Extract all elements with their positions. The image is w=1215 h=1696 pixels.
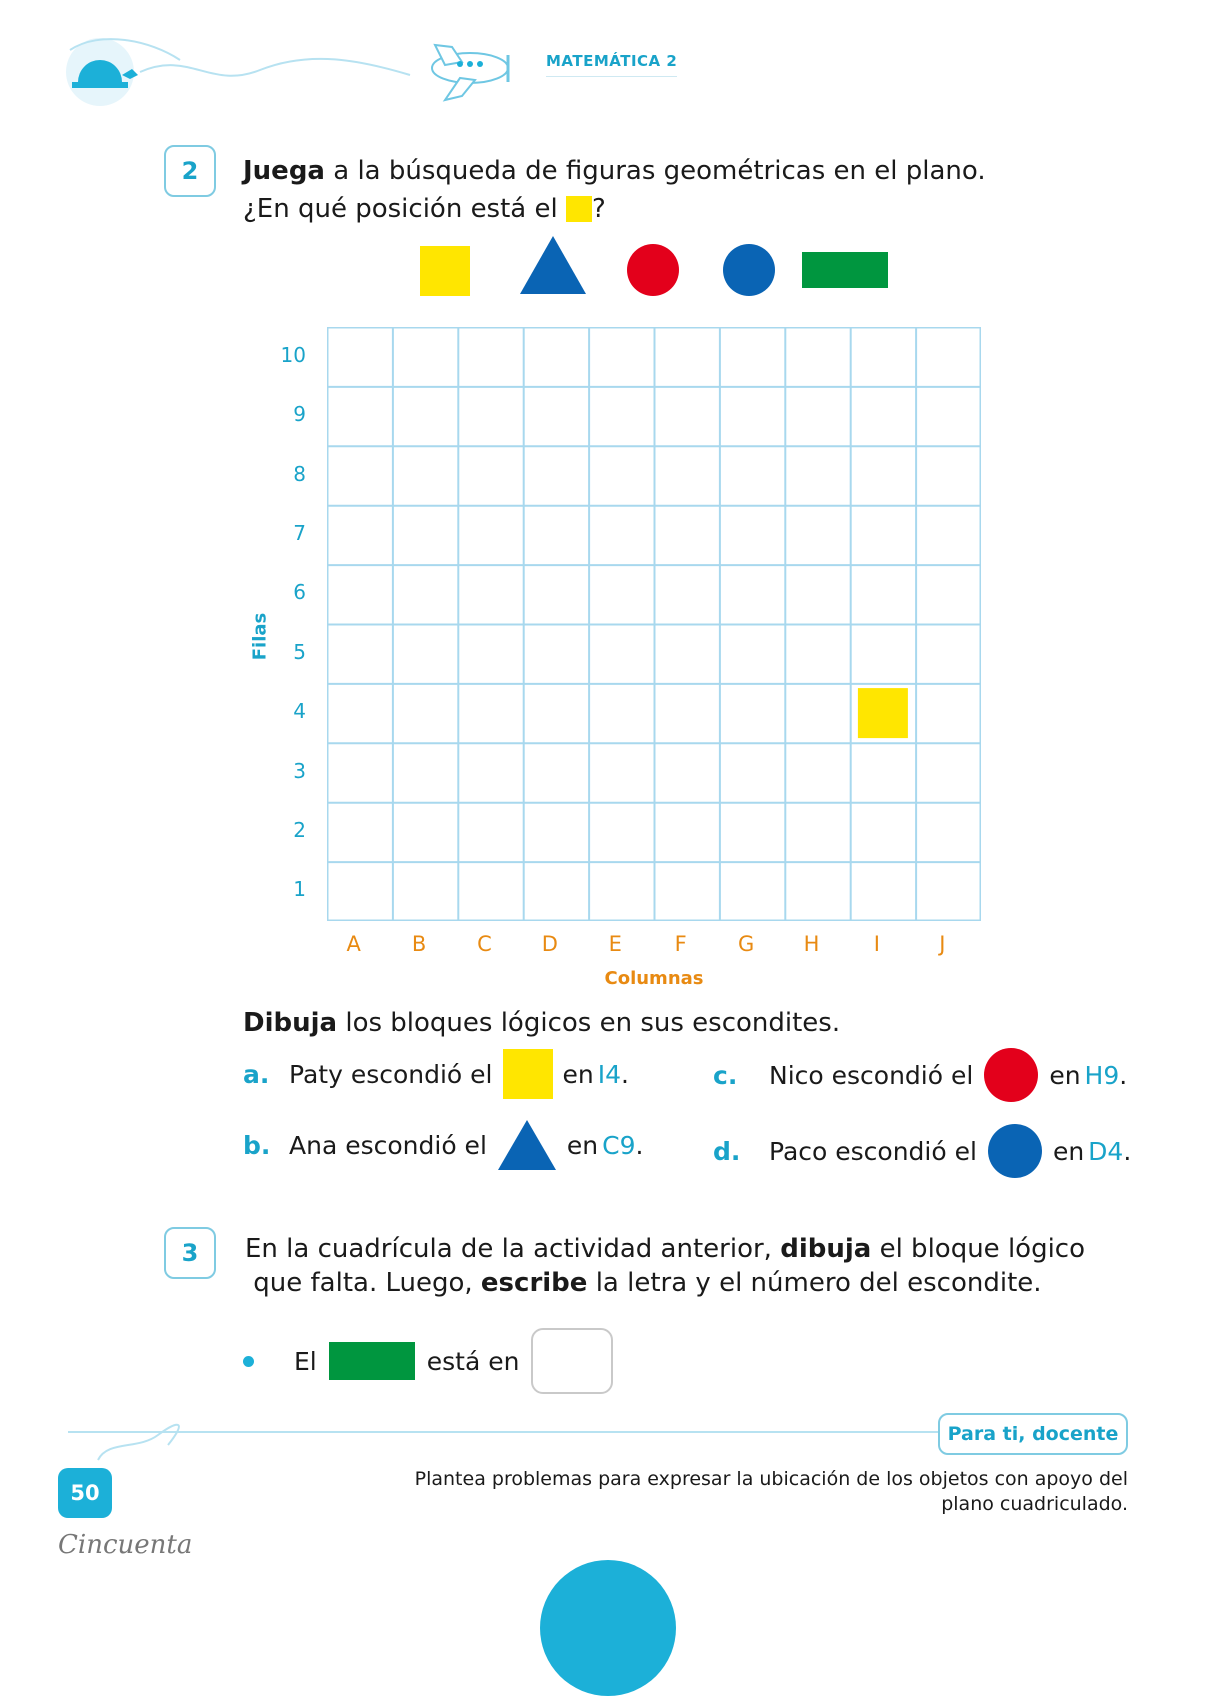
item-d: d. Paco escondió el en D4.	[713, 1123, 1131, 1179]
row-label: 4	[293, 699, 306, 724]
bullet-icon	[243, 1356, 254, 1367]
column-label: A	[346, 932, 361, 956]
teacher-note: Plantea problemas para expresar la ubicación de los objetos con apoyo del plano cuadriculado.	[414, 1468, 1128, 1515]
column-label: E	[608, 932, 622, 956]
column-label: B	[411, 932, 427, 956]
yellow-square-icon	[503, 1049, 553, 1099]
row-label: 5	[293, 639, 306, 664]
green-rectangle-icon	[329, 1342, 415, 1380]
row-label: 2	[293, 817, 306, 842]
answer-box[interactable]	[531, 1328, 613, 1394]
subject-title: MATEMÁTICA 2	[546, 52, 677, 77]
column-label: D	[541, 932, 558, 956]
column-label: H	[803, 932, 820, 956]
row-label: 6	[293, 580, 306, 605]
activity3-instruction: En la cuadrícula de la actividad anterior, dibuja el bloque lógico que falta. Luego, escribe la letra y el número del escondite.	[245, 1234, 1085, 1298]
column-label: G	[737, 932, 755, 956]
page-number: 50	[58, 1468, 112, 1518]
activity3-answer-line: El está en	[243, 1328, 613, 1394]
column-label: I	[873, 932, 880, 956]
red-circle-block	[627, 244, 679, 296]
item-a: a. Paty escondió el en I4.	[243, 1049, 629, 1099]
activity2-instruction: Juega a la búsqueda de figuras geométricas en el plano. ¿En qué posición está el ?	[243, 156, 986, 224]
activity-number-2: 2	[164, 145, 216, 197]
column-label: J	[939, 932, 946, 956]
swirl-line	[140, 59, 410, 76]
yellow-square-block	[420, 246, 470, 296]
airplane-icon	[432, 45, 508, 100]
blue-triangle-block	[520, 236, 586, 294]
draw-section-title: Dibuja los bloques lógicos en sus escondites.	[243, 1008, 841, 1038]
para-ti-docente-label: Para ti, docente	[938, 1413, 1128, 1455]
activity-number-3: 3	[164, 1227, 216, 1279]
row-label: 7	[293, 520, 306, 545]
coordinate-grid	[327, 327, 981, 921]
placed-yellow-square	[858, 688, 908, 738]
columns-axis-title: Columnas	[604, 968, 704, 989]
red-circle-icon	[983, 1047, 1039, 1103]
rows-axis-title: Filas	[249, 612, 271, 661]
logic-blocks-row	[415, 232, 895, 302]
header-decoration	[60, 30, 530, 115]
row-labels	[266, 327, 310, 921]
row-label: 10	[280, 342, 306, 367]
green-rectangle-block	[802, 252, 888, 288]
row-label: 3	[293, 758, 306, 783]
instruction-verb: Juega	[243, 156, 325, 186]
column-label: C	[477, 932, 492, 956]
item-b: b. Ana escondió el en C9.	[243, 1118, 643, 1172]
row-label: 8	[293, 461, 306, 486]
blue-triangle-icon	[497, 1118, 557, 1172]
blue-circle-icon	[987, 1123, 1043, 1179]
bottom-tab-decoration	[540, 1560, 676, 1696]
blue-circle-block	[723, 244, 775, 296]
row-label: 1	[293, 877, 306, 902]
column-label: F	[674, 932, 687, 956]
page-number-word: Cincuenta	[58, 1530, 193, 1560]
item-c: c. Nico escondió el en H9.	[713, 1047, 1127, 1103]
footer-divider	[68, 1420, 948, 1470]
column-labels	[327, 932, 981, 960]
row-label: 9	[293, 402, 306, 427]
grid-lines	[327, 327, 981, 921]
inline-yellow-square-icon	[566, 196, 592, 222]
